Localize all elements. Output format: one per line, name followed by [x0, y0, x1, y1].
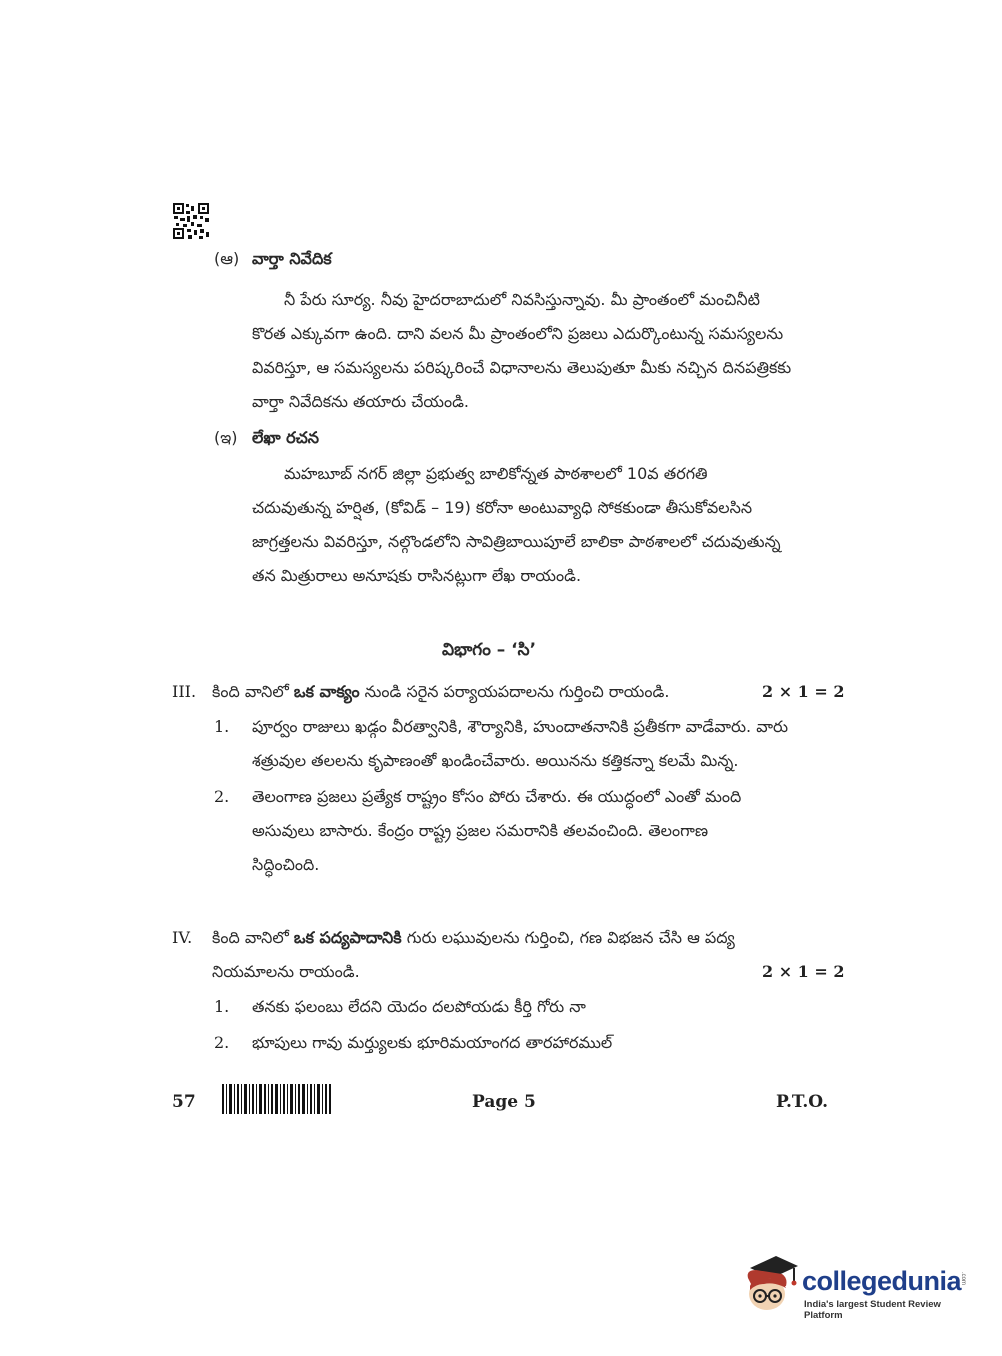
q3-marks: 2 × 1 = 2: [762, 682, 845, 701]
section-a-title: వార్తా నివేదిక: [252, 249, 332, 268]
pto-label: P.T.O.: [776, 1092, 828, 1112]
q4-item-2-num: 2.: [214, 1033, 230, 1052]
page-number: Page 5: [472, 1092, 536, 1112]
q4-marks: 2 × 1 = 2: [762, 962, 845, 981]
q4-instruction-line-1: కింది వానిలో ఒక పద్యపాదానికి గురు లఘువులను గుర్తించి, గణ విభజన చేసి ఆ పద్య: [212, 928, 735, 947]
q3-item-1-line-1: పూర్వం రాజులు ఖడ్గం వీరత్వానికి, శౌర్యానికి, హుందాతనానికి ప్రతీకగా వాడేవారు. వారు: [252, 717, 789, 736]
qr-code-icon: [172, 202, 210, 240]
section-a-line-4: వార్తా నివేదికను తయారు చేయండి.: [252, 392, 470, 411]
q3-instruction: కింది వానిలో ఒక వాక్యం నుండి సరైన పర్యాయపదాలను గుర్తించి రాయండి.: [212, 682, 670, 701]
section-a-line-3: వివరిస్తూ, ఆ సమస్యలను పరిష్కరించే విధానాలను తెలుపుతూ మీకు నచ్చిన దినపత్రికకు: [252, 358, 792, 377]
logo-wordmark: collegedunia: [802, 1266, 962, 1296]
q3-item-1-line-2: శత్రువుల తలలను కృపాణంతో ఖండించేవారు. అయినను కత్తికన్నా కలమే మిన్న.: [252, 751, 739, 770]
q3-item-1-num: 1.: [214, 717, 230, 736]
paper-code: 57: [172, 1092, 196, 1112]
section-a-label: (ఆ): [214, 249, 240, 268]
section-a-line-1: నీ పేరు సూర్య. నీవు హైదరాబాదులో నివసిస్తున్నావు. మీ ప్రాంతంలో మంచినీటి: [284, 290, 761, 309]
section-e-line-4: తన మిత్రురాలు అనూషకు రాసినట్లుగా లేఖ రాయండి.: [252, 566, 582, 585]
section-e-title: లేఖా రచన: [252, 428, 320, 447]
barcode-icon: [222, 1084, 332, 1114]
section-e-line-2: చదువుతున్న హర్షిత, (కోవిడ్ – 19) కరోనా అంటువ్యాధి సోకకుండా తీసుకోవలసిన: [252, 498, 753, 517]
q3-item-2-num: 2.: [214, 787, 230, 806]
collegedunia-logo: [742, 1250, 972, 1320]
mascot-icon: [742, 1250, 800, 1312]
q3-item-2-line-2: అసువులు బాసారు. కేంద్రం రాష్ట్ర ప్రజల సమరానికి తలవంచింది. తెలంగాణ: [252, 821, 709, 840]
q4-item-2-text: భూపులు గావు మర్త్యులకు భూరిమయాంగద తారహారముల్: [252, 1033, 613, 1052]
section-a-line-2: కొరత ఎక్కువగా ఉంది. దాని వలన మీ ప్రాంతంలోని ప్రజలు ఎదుర్కొంటున్న సమస్యలను: [252, 324, 784, 343]
logo-domain: .com: [960, 1272, 966, 1286]
q4-instruction-line-2: నియమాలను రాయండి.: [212, 962, 360, 981]
section-e-line-3: జాగ్రత్తలను వివరిస్తూ, నల్గొండలోని సావిత్రిబాయిపూలే బాలికా పాఠశాలలో చదువుతున్న: [252, 532, 781, 551]
part-title: విభాగం – ‘సి’: [442, 640, 537, 660]
q3-item-2-line-1: తెలంగాణ ప్రజలు ప్రత్యేక రాష్ట్రం కోసం పోరు చేశారు. ఈ యుద్ధంలో ఎంతో మంది: [252, 787, 742, 806]
section-e-line-1: మహబూబ్ నగర్ జిల్లా ప్రభుత్వ బాలికోన్నత పాఠశాలలో 10వ తరగతి: [284, 464, 708, 483]
q3-item-2-line-3: సిద్ధించింది.: [252, 855, 320, 874]
q4-item-1-num: 1.: [214, 997, 230, 1016]
logo-tagline: India's largest Student Review Platform: [804, 1299, 941, 1321]
q4-number: IV.: [172, 928, 193, 947]
q4-item-1-text: తనకు ఫలంబు లేదని యెదం దలపోయడు కీర్తి గోరు నా: [252, 997, 586, 1016]
section-e-label: (ఇ): [214, 428, 238, 447]
q3-number: III.: [172, 682, 197, 701]
